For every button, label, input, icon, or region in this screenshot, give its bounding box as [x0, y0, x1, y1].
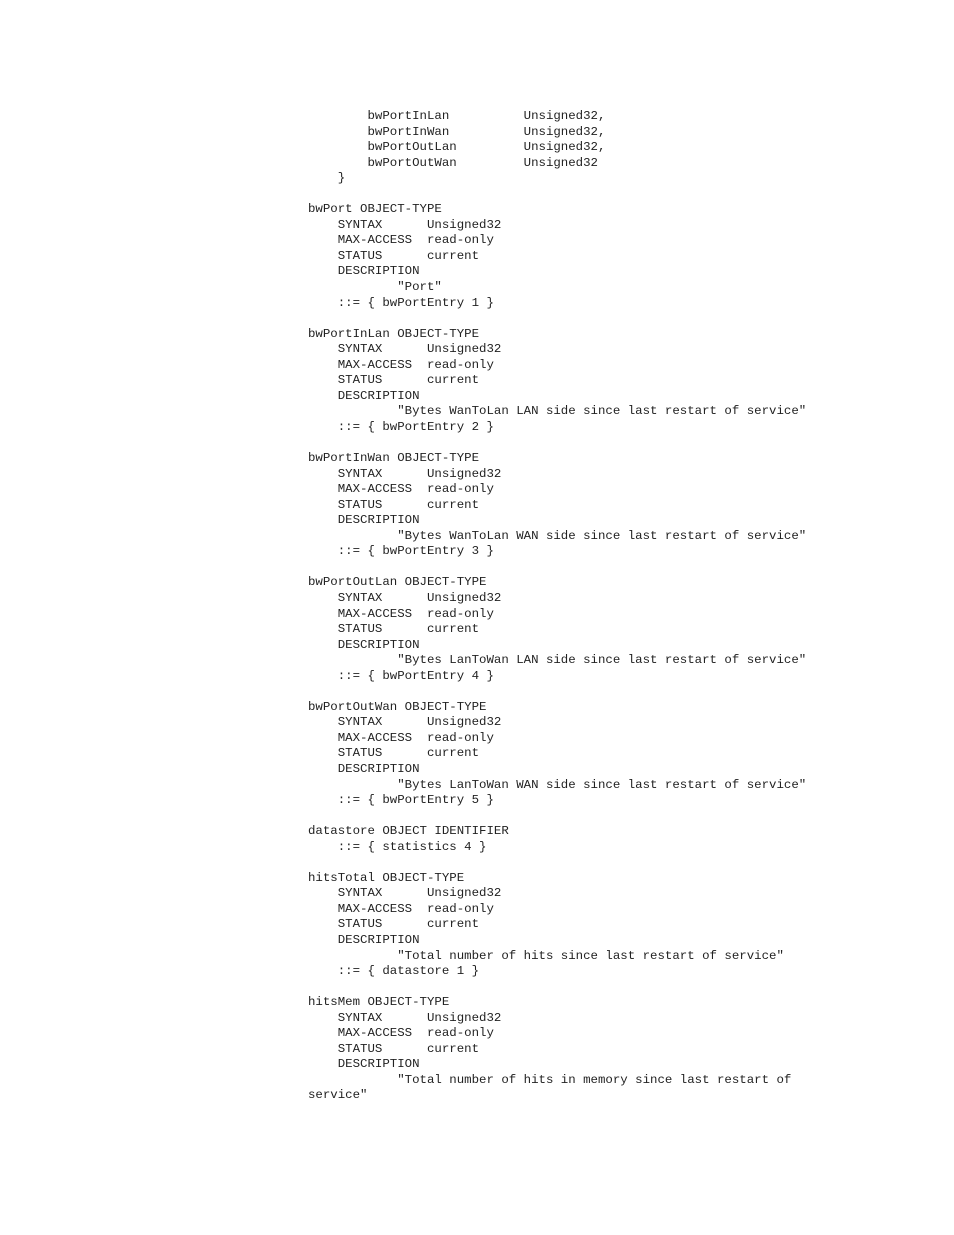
code-line: bwPortOutLan Unsigned32,: [308, 140, 606, 155]
code-line: ::= { bwPortEntry 3 }: [308, 544, 494, 559]
code-line: [308, 311, 806, 327]
code-line: }: [308, 171, 346, 186]
mib-code-listing: [308, 109, 806, 1104]
code-line: MAX-ACCESS read-only: [308, 482, 494, 497]
code-line: "Bytes LanToWan LAN side since last restart of service": [308, 653, 807, 668]
code-line: "Total number of hits in memory since last restart of: [308, 1072, 792, 1087]
code-line: SYNTAX Unsigned32: [308, 590, 502, 605]
code-line: ::= { bwPortEntry 4 }: [308, 668, 494, 683]
code-line: STATUS current: [308, 622, 480, 637]
code-line: [308, 855, 806, 871]
code-line: hitsMem OBJECT-TYPE: [308, 995, 450, 1010]
code-line: [308, 809, 806, 825]
code-line: DESCRIPTION: [308, 388, 420, 403]
code-line: ::= { bwPortEntry 2 }: [308, 419, 494, 434]
code-line: [308, 435, 806, 451]
code-line: STATUS current: [308, 917, 480, 932]
code-line: bwPortInWan OBJECT-TYPE: [308, 451, 480, 466]
code-line: MAX-ACCESS read-only: [308, 730, 494, 745]
code-line: STATUS current: [308, 497, 480, 512]
code-line: "Total number of hits since last restart of service": [308, 948, 784, 963]
code-line: "Port": [308, 280, 442, 295]
code-line: [308, 560, 806, 576]
code-line: STATUS current: [308, 746, 480, 761]
code-line: SYNTAX Unsigned32: [308, 466, 502, 481]
code-line: STATUS current: [308, 373, 480, 388]
code-line: DESCRIPTION: [308, 264, 420, 279]
code-line: "Bytes WanToLan WAN side since last restart of service": [308, 528, 807, 543]
code-line: ::= { statistics 4 }: [308, 839, 487, 854]
code-line: bwPort OBJECT-TYPE: [308, 202, 442, 217]
code-line: SYNTAX Unsigned32: [308, 715, 502, 730]
code-line: SYNTAX Unsigned32: [308, 886, 502, 901]
code-line: DESCRIPTION: [308, 1057, 420, 1072]
code-line: DESCRIPTION: [308, 513, 420, 528]
code-line: datastore OBJECT IDENTIFIER: [308, 824, 509, 839]
code-line: bwPortInWan Unsigned32,: [308, 124, 606, 139]
code-line: service": [308, 1088, 368, 1103]
code-line: "Bytes WanToLan LAN side since last restart of service": [308, 404, 807, 419]
code-line: hitsTotal OBJECT-TYPE: [308, 870, 465, 885]
code-line: MAX-ACCESS read-only: [308, 606, 494, 621]
code-line: bwPortInLan Unsigned32,: [308, 109, 606, 123]
code-line: bwPortInLan OBJECT-TYPE: [308, 326, 480, 341]
code-line: bwPortOutWan Unsigned32: [308, 155, 598, 170]
code-line: bwPortOutLan OBJECT-TYPE: [308, 575, 487, 590]
code-line: DESCRIPTION: [308, 932, 420, 947]
code-line: ::= { bwPortEntry 1 }: [308, 295, 494, 310]
code-line: "Bytes LanToWan WAN side since last restart of service": [308, 777, 807, 792]
code-line: SYNTAX Unsigned32: [308, 1010, 502, 1025]
code-line: SYNTAX Unsigned32: [308, 217, 502, 232]
code-line: SYNTAX Unsigned32: [308, 342, 502, 357]
code-line: [308, 187, 806, 203]
code-line: ::= { bwPortEntry 5 }: [308, 793, 494, 808]
code-line: MAX-ACCESS read-only: [308, 233, 494, 248]
code-line: [308, 684, 806, 700]
code-line: MAX-ACCESS read-only: [308, 901, 494, 916]
code-line: STATUS current: [308, 248, 480, 263]
code-line: MAX-ACCESS read-only: [308, 357, 494, 372]
code-line: STATUS current: [308, 1041, 480, 1056]
code-line: bwPortOutWan OBJECT-TYPE: [308, 699, 487, 714]
code-line: DESCRIPTION: [308, 637, 420, 652]
code-line: DESCRIPTION: [308, 761, 420, 776]
code-line: MAX-ACCESS read-only: [308, 1026, 494, 1041]
code-line: ::= { datastore 1 }: [308, 964, 480, 979]
code-line: [308, 980, 806, 996]
